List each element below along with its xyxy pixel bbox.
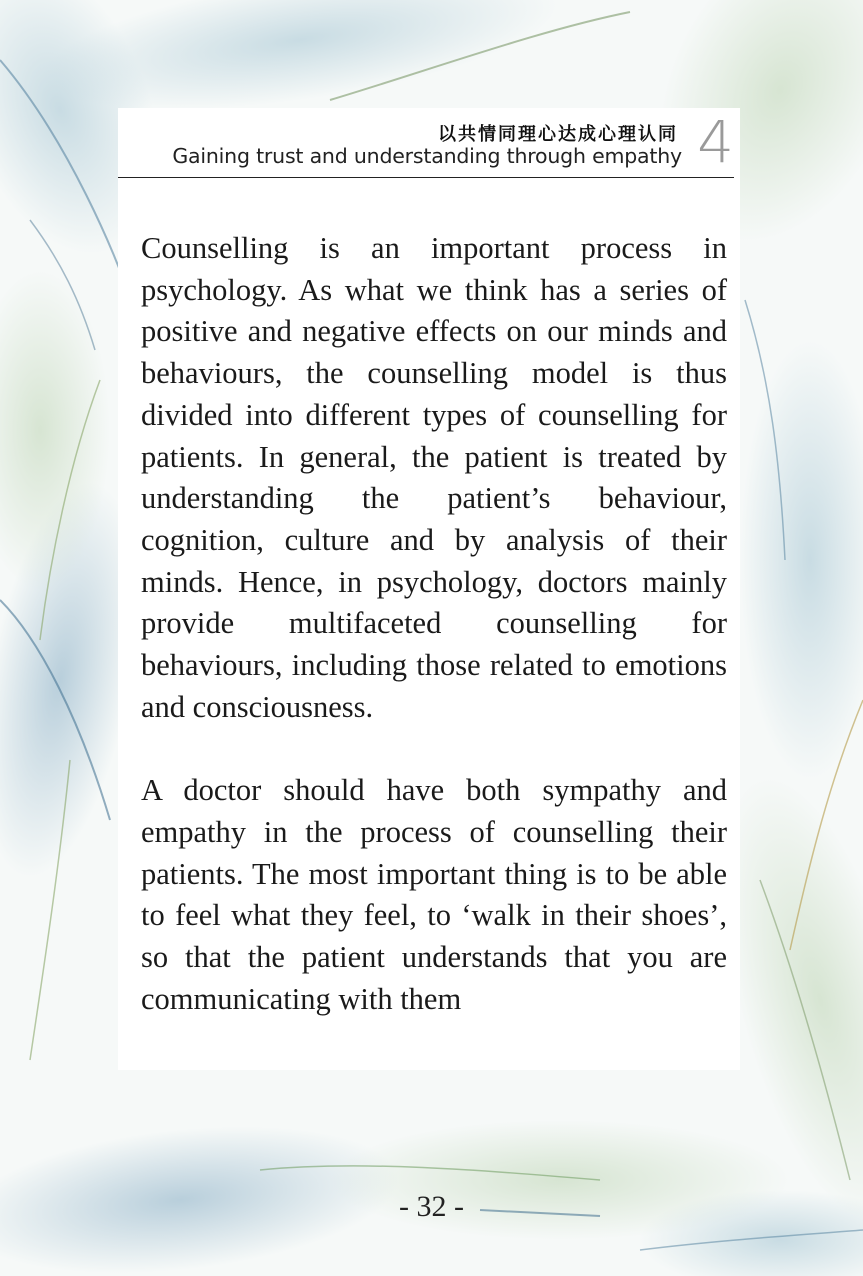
body-text [141, 228, 727, 1020]
paragraph: A doctor should have both sympathy and empathy in the process of counselling their patients. The most important thing is to be able to feel what they feel, to ‘walk in their shoes’, so that the patient understands that you are communicating with them [141, 773, 727, 1016]
header-divider [118, 177, 734, 178]
paragraph: Counselling is an important process in psychology. As what we think has a series of positive and negative effects on our minds and behaviours, the counselling model is thus divided into different types of counselling for patients. In general, the patient is treated by understanding the patient’s behaviour, cognition, culture and by analysis of their minds. Hence, in psychology, doctors mainly provide multifaceted counselling for behaviours, including those related to emotions and consciousness. [141, 231, 727, 724]
chapter-title-english: Gaining trust and understanding through empathy [172, 144, 682, 168]
chapter-title-chinese: 以共情同理心达成心理认同 [438, 124, 678, 145]
chapter-number: 4 [697, 108, 734, 176]
page-number: - 32 - [399, 1190, 464, 1223]
chapter-header [118, 108, 734, 178]
